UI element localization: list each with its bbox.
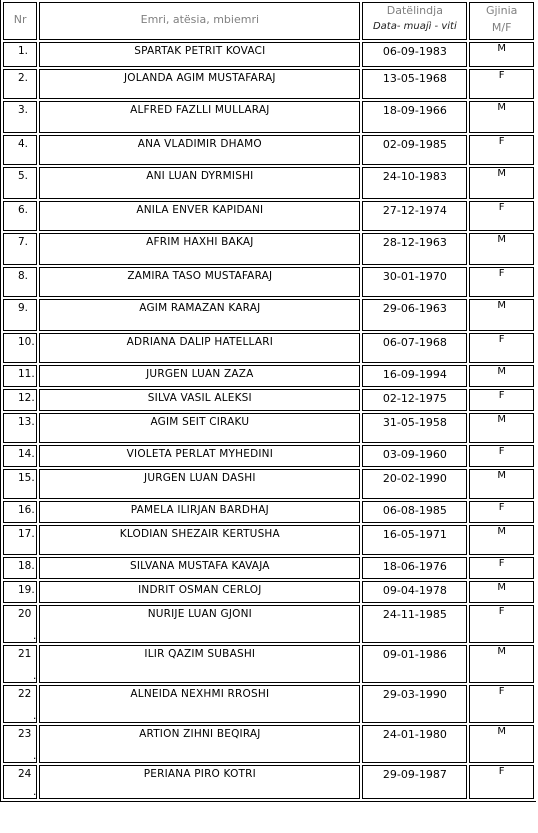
table-row xyxy=(3,101,534,133)
row-gender: F xyxy=(469,389,534,411)
row-gender: M xyxy=(469,299,534,331)
table-row xyxy=(3,413,534,443)
row-name: JOLANDA AGIM MUSTAFARAJ xyxy=(39,69,360,99)
row-name: AGIM SEIT CIRAKU xyxy=(39,413,360,443)
row-birthdate: 02-12-1975 xyxy=(362,389,467,411)
row-gender: F xyxy=(469,605,534,643)
row-gender: F xyxy=(469,501,534,523)
row-name: ANILA ENVER KAPIDANI xyxy=(39,201,360,231)
row-gender: F xyxy=(469,69,534,99)
row-gender: F xyxy=(469,557,534,579)
row-name: KLODIAN SHEZAIR KERTUSHA xyxy=(39,525,360,555)
row-birthdate: 20-02-1990 xyxy=(362,469,467,499)
row-gender: F xyxy=(469,765,534,799)
table-row xyxy=(3,233,534,265)
table-row xyxy=(3,42,534,67)
row-gender: F xyxy=(469,685,534,723)
row-number: 23 . xyxy=(3,725,37,763)
row-birthdate: 06-08-1985 xyxy=(362,501,467,523)
row-name: PAMELA ILIRJAN BARDHAJ xyxy=(39,501,360,523)
row-number: 7. xyxy=(3,233,37,265)
header-date-format: Data- muajì - viti xyxy=(372,21,457,32)
row-number: 24 . xyxy=(3,765,37,799)
table-row xyxy=(3,581,534,603)
header-gender-sub: M/F xyxy=(491,21,512,34)
row-gender: M xyxy=(469,581,534,603)
row-name: ILIR QAZIM SUBASHI xyxy=(39,645,360,683)
row-birthdate: 09-04-1978 xyxy=(362,581,467,603)
row-birthdate: 24-10-1983 xyxy=(362,167,467,199)
table-row xyxy=(3,725,534,763)
row-number: 9. xyxy=(3,299,37,331)
table-row xyxy=(3,365,534,387)
table-row xyxy=(3,389,534,411)
row-birthdate: 06-07-1968 xyxy=(362,333,467,363)
row-birthdate: 29-06-1963 xyxy=(362,299,467,331)
row-birthdate: 24-11-1985 xyxy=(362,605,467,643)
row-gender: M xyxy=(469,42,534,67)
row-number: 13. xyxy=(3,413,37,443)
row-name: AGIM RAMAZAN KARAJ xyxy=(39,299,360,331)
row-number: 19. xyxy=(3,581,37,603)
row-birthdate: 02-09-1985 xyxy=(362,135,467,165)
table-row xyxy=(3,299,534,331)
row-birthdate: 18-06-1976 xyxy=(362,557,467,579)
row-number-dot: . xyxy=(32,670,37,682)
header-name: Emri, atësia, mbiemri xyxy=(39,2,360,40)
row-name: AFRIM HAXHI BAKAJ xyxy=(39,233,360,265)
row-name: ZAMIRA TASO MUSTAFARAJ xyxy=(39,267,360,297)
table-row xyxy=(3,685,534,723)
table-row xyxy=(3,645,534,683)
row-number-dot: . xyxy=(32,630,37,642)
row-name: ANI LUAN DYRMISHI xyxy=(39,167,360,199)
row-number: 11. xyxy=(3,365,37,387)
table-row xyxy=(3,201,534,231)
table-row xyxy=(3,445,534,467)
row-number: 21 . xyxy=(3,645,37,683)
row-gender: F xyxy=(469,135,534,165)
row-birthdate: 13-05-1968 xyxy=(362,69,467,99)
table-row xyxy=(3,525,534,555)
table-row xyxy=(3,167,534,199)
row-birthdate: 27-12-1974 xyxy=(362,201,467,231)
row-name: ALFRED FAZLLI MULLARAJ xyxy=(39,101,360,133)
row-gender: M xyxy=(469,167,534,199)
table-row xyxy=(3,469,534,499)
row-gender: M xyxy=(469,525,534,555)
table-row xyxy=(3,501,534,523)
row-gender: M xyxy=(469,365,534,387)
row-number: 12. xyxy=(3,389,37,411)
row-name: VIOLETA PERLAT MYHEDINI xyxy=(39,445,360,467)
row-birthdate: 29-09-1987 xyxy=(362,765,467,799)
row-gender: F xyxy=(469,201,534,231)
row-birthdate: 28-12-1963 xyxy=(362,233,467,265)
row-gender: M xyxy=(469,645,534,683)
row-gender: M xyxy=(469,469,534,499)
header-gender: Gjinia M/F xyxy=(469,2,534,40)
table-row xyxy=(3,605,534,643)
row-gender: F xyxy=(469,445,534,467)
table-row xyxy=(3,557,534,579)
row-number: 16. xyxy=(3,501,37,523)
table-row xyxy=(3,765,534,799)
row-name: ARTION ZIHNI BEQIRAJ xyxy=(39,725,360,763)
row-number: 2. xyxy=(3,69,37,99)
table-row xyxy=(3,135,534,165)
row-gender: F xyxy=(469,267,534,297)
row-number: 18. xyxy=(3,557,37,579)
row-number-dot: . xyxy=(32,710,37,722)
row-birthdate: 06-09-1983 xyxy=(362,42,467,67)
table-row xyxy=(3,267,534,297)
row-name: SILVA VASIL ALEKSI xyxy=(39,389,360,411)
row-name: SPARTAK PETRIT KOVACI xyxy=(39,42,360,67)
header-date: Datëlindja Data- muajì - viti xyxy=(362,2,467,40)
row-name: ADRIANA DALIP HATELLARI xyxy=(39,333,360,363)
table-row xyxy=(3,333,534,363)
row-birthdate: 24-01-1980 xyxy=(362,725,467,763)
row-birthdate: 16-09-1994 xyxy=(362,365,467,387)
row-birthdate: 29-03-1990 xyxy=(362,685,467,723)
row-gender: M xyxy=(469,725,534,763)
row-number: 8. xyxy=(3,267,37,297)
row-number: 17. xyxy=(3,525,37,555)
row-birthdate: 18-09-1966 xyxy=(362,101,467,133)
row-gender: F xyxy=(469,333,534,363)
row-name: INDRIT OSMAN CERLOJ xyxy=(39,581,360,603)
header-nr: Nr xyxy=(3,2,37,40)
row-birthdate: 30-01-1970 xyxy=(362,267,467,297)
row-number: 15. xyxy=(3,469,37,499)
row-name: ANA VLADIMIR DHAMO xyxy=(39,135,360,165)
row-birthdate: 16-05-1971 xyxy=(362,525,467,555)
row-number: 20 . xyxy=(3,605,37,643)
row-gender: M xyxy=(469,233,534,265)
row-number: 4. xyxy=(3,135,37,165)
row-number: 5. xyxy=(3,167,37,199)
row-number: 1. xyxy=(3,42,37,67)
row-birthdate: 09-01-1986 xyxy=(362,645,467,683)
row-birthdate: 03-09-1960 xyxy=(362,445,467,467)
row-name: NURIJE LUAN GJONI xyxy=(39,605,360,643)
row-name: PERIANA PIRO KOTRI xyxy=(39,765,360,799)
row-number: 10. xyxy=(3,333,37,363)
row-name: SILVANA MUSTAFA KAVAJA xyxy=(39,557,360,579)
table-row xyxy=(3,69,534,99)
row-name: ALNEIDA NEXHMI RROSHI xyxy=(39,685,360,723)
row-number: 6. xyxy=(3,201,37,231)
row-number-dot: . xyxy=(32,786,37,798)
row-number: 22 . xyxy=(3,685,37,723)
row-name: JURGEN LUAN DASHI xyxy=(39,469,360,499)
row-name: JURGEN LUAN ZAZA xyxy=(39,365,360,387)
row-birthdate: 31-05-1958 xyxy=(362,413,467,443)
row-number-dot: . xyxy=(32,750,37,762)
row-number: 3. xyxy=(3,101,37,133)
header-row xyxy=(3,2,534,40)
row-gender: M xyxy=(469,413,534,443)
row-gender: M xyxy=(469,101,534,133)
row-number: 14. xyxy=(3,445,37,467)
